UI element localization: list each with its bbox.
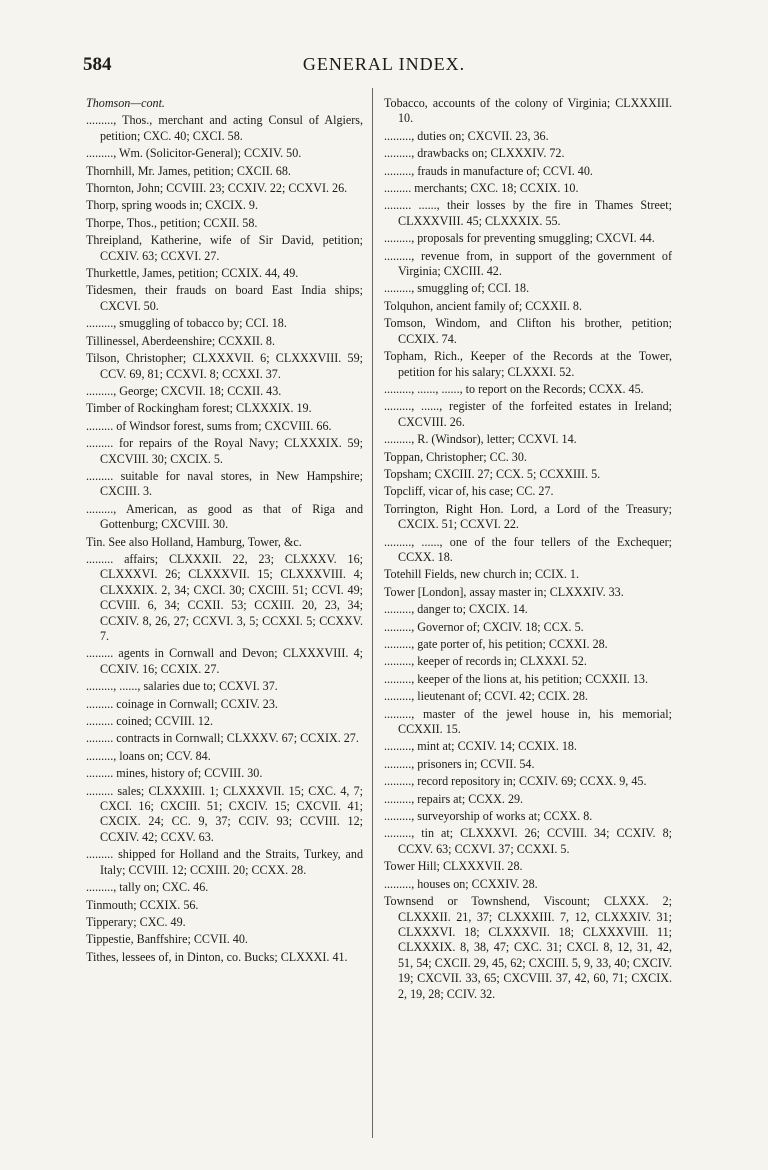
index-entry: ........., ......, one of the four tellers of the Exchequer; CCXX. 18. — [384, 534, 672, 564]
index-entry: Timber of Rockingham forest; CLXXXIX. 19. — [86, 401, 312, 416]
index-entry: ........., record repository in; CCXIV. 69; CCXX. 9, 45. — [384, 774, 647, 789]
index-entry: ......... shipped for Holland and the Straits, Turkey, and Italy; CCVIII. 12; CCXIII. 20; CCXX. 28. — [86, 847, 363, 877]
index-entry: ........., master of the jewel house in, his memorial; CCXXII. 15. — [384, 706, 672, 737]
index-entry: Topcliff, vicar of, his case; CC. 27. — [384, 484, 554, 499]
index-entry: ......... suitable for naval stores, in New Hampshire; CXCIII. 3. — [86, 468, 363, 499]
index-entry: ........., duties on; CXCVII. 23, 36. — [384, 128, 549, 143]
index-entry: ......... contracts in Cornwall; CLXXXV. 67; CCXIX. 27. — [86, 731, 359, 746]
index-entry: Tower [London], assay master in; CLXXXIV. 33. — [384, 584, 624, 599]
index-entry: Townsend or Townshend, Viscount; CLXXX. 2; CLXXXII. 21, 37; CLXXXIII. 7, 12, CLXXXIV. 31; CLXXXVI. 18; CLXXXVII. 18; CLXXXVIII. 11; CLXXXIX. 8, 38, 47; CXC. 31; CXCI. 8, 12, 31, 42, 51, 54; CXCII. 29, 45, 62; CXCIII. 5, 9, 33, 40; CXCIV. 19; CXCVII. 33, 65; CXCVIII. 37, 42, 60, 71; CXCIX. 2, 19, 28; CCIV. 32. — [384, 894, 672, 1001]
column-divider — [372, 88, 373, 1138]
index-entry: ......... sales; CLXXXIII. 1; CLXXXVII. 15; CXC. 4, 7; CXCI. 16; CXCIII. 51; CXCIV. 15; CXCVII. 41; CXCIX. 24; CC. 9, 37; CCIV. 93; CCVIII. 12; CCXIV. 42; CCXV. 63. — [86, 783, 363, 844]
index-entry: Tipperary; CXC. 49. — [86, 914, 186, 929]
index-entry: ........., surveyorship of works at; CCXX. 8. — [384, 809, 593, 824]
left-column — [86, 96, 363, 967]
index-entry: ........., R. (Windsor), letter; CCXVI. 14. — [384, 432, 577, 447]
index-entry: ........., American, as good as that of Riga and Gottenburg; CXCVIII. 30. — [86, 501, 363, 532]
index-entry: ........., gate porter of, his petition; CCXXI. 28. — [384, 637, 608, 651]
index-entry: ......... affairs; CLXXXII. 22, 23; CLXXXV. 16; CLXXXVI. 26; CLXXXVII. 15; CLXXXVIII. 4; CLXXXIX. 2, 34; CXCI. 30; CXCIII. 51; CCVI. 49; CCVIII. 6, 34; CCXII. 53; CCXIII. 20, 23, 34; CCXIV. 8, 26, 27; CCXVI. 3, 5; CCXXI. 5; CCXXV. 7. — [86, 551, 363, 643]
index-entry: ......... ......, their losses by the fire in Thames Street; CLXXXVIII. 45; CLXXXIX. 55. — [384, 198, 672, 228]
index-entry: ........., George; CXCVII. 18; CCXII. 43. — [86, 383, 282, 398]
index-entry: Toppan, Christopher; CC. 30. — [384, 449, 527, 464]
running-title: GENERAL INDEX. — [302, 54, 466, 74]
index-entry: ........., Governor of; CXCIV. 18; CCX. 5. — [384, 619, 584, 634]
index-entry: Tilson, Christopher; CLXXXVII. 6; CLXXXVIII. 59; CCV. 69, 81; CCXVI. 8; CCXXI. 37. — [86, 351, 363, 381]
index-entry: ........., mint at; CCXIV. 14; CCXIX. 18. — [384, 739, 577, 754]
index-entry: ........., repairs at; CCXX. 29. — [384, 791, 524, 806]
index-entry: Topsham; CXCIII. 27; CCX. 5; CCXXIII. 5. — [384, 466, 601, 481]
index-entry: ........., frauds in manufacture of; CCVI. 40. — [384, 163, 593, 178]
index-entry: ........., ......, ......, to report on the Records; CCXX. 45. — [384, 381, 644, 396]
index-entry: Thornton, John; CCVIII. 23; CCXIV. 22; CCXVI. 26. — [86, 181, 348, 196]
index-entry: ........., drawbacks on; CLXXXIV. 72. — [384, 146, 565, 161]
index-entry: Torrington, Right Hon. Lord, a Lord of the Treasury; CXCIX. 51; CCXVI. 22. — [384, 501, 672, 532]
index-entry: ......... mines, history of; CCVIII. 30. — [86, 766, 263, 781]
index-entry: Thorp, spring woods in; CXCIX. 9. — [86, 198, 258, 213]
index-entry: Thornhill, Mr. James, petition; CXCII. 68. — [86, 163, 291, 178]
index-entry: ........., revenue from, in support of the government of Virginia; CXCIII. 42. — [384, 248, 672, 279]
index-entry: ........., ......, register of the forfeited estates in Ireland; CXCVIII. 26. — [384, 399, 672, 429]
index-entry: Topham, Rich., Keeper of the Records at the Tower, petition for his salary; CLXXXI. 52. — [384, 349, 672, 379]
index-entry: ......... coinage in Cornwall; CCXIV. 23. — [86, 696, 278, 711]
index-entry: ......... of Windsor forest, sums from; CXCVIII. 66. — [86, 418, 332, 433]
index-entry: Tinmouth; CCXIX. 56. — [86, 897, 199, 912]
index-entry: Tomson, Windom, and Clifton his brother, petition; CCXIX. 74. — [384, 316, 672, 346]
index-entry: ........., tin at; CLXXXVI. 26; CCVIII. 34; CCXIV. 8; CCXV. 63; CCXVI. 37; CCXXI. 5. — [384, 826, 672, 856]
index-entry: Tobacco, accounts of the colony of Virginia; CLXXXIII. 10. — [384, 96, 672, 126]
index-entry: ......... for repairs of the Royal Navy; CLXXXIX. 59; CXCVIII. 30; CXCIX. 5. — [86, 436, 363, 466]
index-entry: Thomson—cont. — [86, 96, 165, 110]
index-entry: Thorpe, Thos., petition; CCXII. 58. — [86, 215, 258, 230]
index-entry: ......... coined; CCVIII. 12. — [86, 714, 213, 729]
index-entry: ........., keeper of the lions at, his petition; CCXXII. 13. — [384, 671, 649, 686]
index-entry: ......... merchants; CXC. 18; CCXIX. 10. — [384, 181, 579, 196]
index-entry: ........., Thos., merchant and acting Consul of Algiers, petition; CXC. 40; CXCI. 58. — [86, 113, 363, 143]
index-entry: ........., smuggling of; CCI. 18. — [384, 281, 530, 296]
index-entry: Tin. See also Holland, Hamburg, Tower, &c. — [86, 534, 302, 549]
index-entry: Tidesmen, their frauds on board East India ships; CXCVI. 50. — [86, 283, 363, 313]
index-entry: ........., keeper of records in; CLXXXI. 52. — [384, 654, 587, 669]
index-entry: ........., loans on; CCV. 84. — [86, 748, 211, 763]
index-entry: Tolquhon, ancient family of; CCXXII. 8. — [384, 298, 582, 313]
index-entry: ........., ......, salaries due to; CCXVI. 37. — [86, 679, 278, 694]
index-entry: Tippestie, Banffshire; CCVII. 40. — [86, 932, 248, 947]
index-entry: ........., proposals for preventing smuggling; CXCVI. 44. — [384, 231, 655, 246]
index-entry: Totehill Fields, new church in; CCIX. 1. — [384, 567, 579, 582]
index-entry: ........., smuggling of tobacco by; CCI. 18. — [86, 316, 287, 331]
index-entry: ........., prisoners in; CCVII. 54. — [384, 756, 535, 771]
index-entry: ......... agents in Cornwall and Devon; CLXXXVIII. 4; CCXIV. 16; CCXIX. 27. — [86, 646, 363, 676]
index-entry: ........., lieutenant of; CCVI. 42; CCIX. 28. — [384, 689, 588, 704]
index-entry: ........., danger to; CXCIX. 14. — [384, 602, 528, 617]
index-entry: ........., Wm. (Solicitor-General); CCXIV. 50. — [86, 146, 302, 161]
index-entry: Threipland, Katherine, wife of Sir David, petition; CCXIV. 63; CCXVI. 27. — [86, 233, 363, 263]
right-column — [384, 96, 672, 1004]
index-entry: Tower Hill; CLXXXVII. 28. — [384, 859, 523, 874]
page-number: 584 — [83, 54, 112, 75]
index-entry: Thurkettle, James, petition; CCXIX. 44, 49. — [86, 266, 299, 281]
index-entry: Tillinessel, Aberdeenshire; CCXXII. 8. — [86, 333, 276, 348]
index-entry: ........., houses on; CCXXIV. 28. — [384, 876, 538, 891]
index-entry: Tithes, lessees of, in Dinton, co. Bucks; CLXXXI. 41. — [86, 949, 348, 964]
index-entry: ........., tally on; CXC. 46. — [86, 880, 209, 895]
